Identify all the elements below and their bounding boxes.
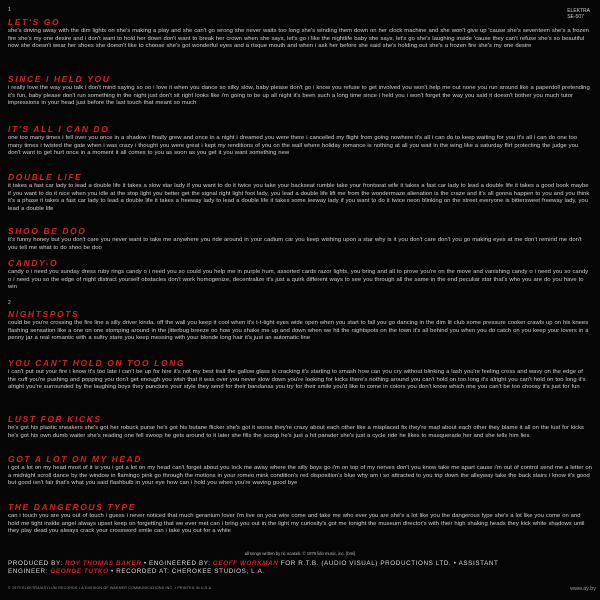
- song-got-a-lot-on-my-head: [8, 454, 592, 488]
- song-title: NIGHTSPOTS: [8, 309, 80, 319]
- credits-line-1: [8, 560, 592, 568]
- song-title: IT'S ALL I CAN DO: [8, 124, 110, 134]
- song-lyrics: she's driving away with the dim lights on she's making a play and she can't go wrong she never waits too long she's winding them down on her clock machine and she won't give up 'cause she's seventeen she's a frozen fire she's my one desire and i don't want to hold her down don't want to break her crown when she says, let's go i like the nightlife baby she says, let's go she's laughing inside 'cause they can't refuse she's so beautiful now she doesn't wear her shoes she doesn't like to choose she's got wonderful eyes and a risque mouth and when i ask her before she said she's holding out she's a frozen fire she's my one desire: [8, 28, 589, 50]
- production-credits: [8, 560, 592, 576]
- catalog-number: SE-507: [567, 14, 584, 20]
- credits-line-2: [8, 568, 592, 576]
- song-lyrics: could be you're crossing the fire line a silly driver kinda, off the wall you keep it cool when it's t-t-tight eyes wide open when you start to fall you go dancing in the dim lit club some pressure cooker crawls up on his knees flashing sensation like a one on one stomping around in the jitterbug breeze oo how you shake me up and down when we hit the nightspots on the town it's all behind you when you do catch on you keep your lovers in a penny jar a real romantic with a sultry stare you keep messing with your blonde long hair it's just an automatic line: [8, 320, 589, 342]
- song-lyrics: he's got his plastic sneakers she's got her robuck purse he's got his butane flicker she's got it worse they're crazy about each other like a misplaced fix they're mad about each other they blame it all on the lust for kicks he's got his own dumb waiter she's reading one fell swoop he gets around to it later she fills the scoop he's just a hit parader she's just a cycle ride he likes to masquerade her and she tells him lies: [8, 425, 585, 439]
- production-company: FOR R.T.B. (AUDIO VISUAL) PRODUCTIONS LTD. • ASSISTANT: [278, 560, 499, 567]
- produced-by-label: PRODUCED BY:: [8, 560, 63, 567]
- song-title: DOUBLE LIFE: [8, 172, 83, 182]
- song-title: CANDY-O: [8, 258, 59, 268]
- song-title: SHOO BE DOO: [8, 226, 87, 236]
- watermark: www.ay.by: [570, 586, 596, 592]
- song-title: THE DANGEROUS TYPE: [8, 502, 136, 512]
- song-lyrics: candy o i need you sunday dress ruby rings candy o i need you so could you help me in purple hum, assorted cards razor lights, you bring and all to prove you're on the move and vanishing candy o i need you so candy o i need you so the edge of night distract yourself obstacles don't work homogenize, decentralize it's just a quirk different ways to see you through all the same in the end peculiar star that's who you are do you have to win: [8, 269, 589, 291]
- side-one-number: 1: [8, 7, 11, 13]
- song-the-dangerous-type: [8, 502, 592, 536]
- engineer-name: GEOFF WORKMAN: [212, 560, 279, 567]
- song-title: YOU CAN'T HOLD ON TOO LONG: [8, 358, 186, 368]
- recording-studio: • RECORDED AT: CHEROKEE STUDIOS, L.A.: [108, 568, 265, 575]
- song-lyrics: i got a lot on my head most of it is you i got a lot on my head can't forget about you lock me away where the silly boys go i'm on top of my nerves don't you know take me apart cause i'm out of control send me a letter on a midnight scroll dance by the window in flamingo pink go through the motions in your romeo mink condition's red disposition's blue why am i so attracted to you trip down the alleyway take the back stairs i know it's good but good isn't fair that's what you said flashbulb in your eye how can i hold you when you're waving good bye: [8, 465, 592, 487]
- assistant-engineer-label: ENGINEER:: [8, 568, 49, 575]
- song-lyrics: one too many times i fell over you once in a shadow i finally grew and once in a night i dreamed you were there i cancelled my flight from going nowhere it's all i can do to keep waiting for you it's all i can do one too many times i twisted the gate when i was crazy i thought you were great i kept my renditions of you on the wall where holiday romance is nothing at all you wait in the wing like a saturday flirt protecting the judge you don't want to get hurt once in a moment it all comes to you as soon as you get it you want something new: [8, 135, 579, 157]
- song-double-life: [8, 172, 592, 213]
- engineered-by-label: • ENGINEERED BY:: [141, 560, 211, 567]
- song-lyrics: it's funny honey but you don't care you never want to take me anywhere you ride around in your cadium car you keep wishing upon a star why is it you don't care don't you go making eyes at me don't remind me don't you tell me what to do shoo be doo: [8, 237, 582, 251]
- song-shoo-be-doo: [8, 226, 592, 252]
- song-nightspots: [8, 309, 592, 343]
- assistant-engineer-name: GEORGE TUTKO: [50, 568, 109, 575]
- song-title: GOT A LOT ON MY HEAD: [8, 454, 143, 464]
- song-title: SINCE I HELD YOU: [8, 74, 111, 84]
- side-two-number: 2: [8, 300, 11, 306]
- song-you-cant-hold-on-too-long: [8, 358, 592, 392]
- song-lyrics: i really love the way you talk i don't mind saying so oo i love it when you dance so silky slow, baby please don't go i know you refuse to get involved you won't help me out none you run around like a paperdoll pretending it's fun, baby please don't run something in the night just don't sit right looks like i'm going to be up all night it's been such a long time since i held you i won't forget the way you said it doesn't bother you much tutor impressions in your head just before the last touch that meant so much: [8, 85, 590, 107]
- song-its-all-i-can-do: [8, 124, 592, 158]
- song-lyrics: it takes a fast car lady to lead a double life it takes a slow star lady if you want to do it twice you take your backseat rumble take your frontseat wife it takes a fast car lady to lead a double life it takes a good book maybe if you want to do it nice when you idle at the stop light you better get the signal right light foot lady, you lead a double life lift me from the wondermaze alienation is the craze and it's all gonna happen to you and you think it's a phase it takes a fast car lady to lead a double life it takes a freeway lady to lead a double life it takes some leeway lady if you want to do it twice neon blinking on the street everyone is bittersweet freeway lady, you lead a double life: [8, 183, 590, 212]
- song-since-i-held-you: [8, 74, 592, 108]
- fine-print: © 1979 ELEKTRA/ASYLUM RECORDS • A DIVISION OF WARNER COMMUNICATIONS INC. • PRINTED IN U.S.A.: [8, 586, 213, 590]
- song-title: LET'S GO: [8, 17, 61, 27]
- songwriter-credit: all songs written by ric ocasek. © 1979 lido music, inc. (bmi): [244, 551, 356, 556]
- song-lust-for-kicks: [8, 414, 592, 440]
- label-name: ELEKTRA: [567, 8, 590, 14]
- producer-name: ROY THOMAS BAKER: [65, 560, 142, 567]
- song-candy-o: [8, 258, 592, 292]
- song-lets-go: [8, 17, 592, 51]
- song-lyrics: can i touch you are you out of touch i guess i never noticed that much geranium lover i'm live on your wire come and take me who ever you are she's a lot like you the dangerous type she's a lot like you come on and hold me tight inside angel always upset keep on forgetting that we ever met can i bring you out in the light my curiosity's got me tonight the museum director's with their high shaking heads they kick white shadows until they play dead you always crack your crossword smile can i take you out for a while: [8, 513, 585, 535]
- song-lyrics: i can't put out your fire i know it's too late i can't be up for hire it's not my best trait the gallow glass is cracking it's starting to smash how can you cry without blinking a lash you're feeling cross and wavy on the edge of the cuff you're pushing and popping you don't get enough you wish that it was over you never slow down you're looking for kicks there's nothing around you can't hold on too long it's alright you can't hold on too long it's alright you're surrounded by the laughing boys they puncture your style they send for their bandanas you try for their smile you'd like to come in colors you don't know which one you can't be too choosy it's just for fun: [8, 369, 586, 391]
- song-title: LUST FOR KICKS: [8, 414, 102, 424]
